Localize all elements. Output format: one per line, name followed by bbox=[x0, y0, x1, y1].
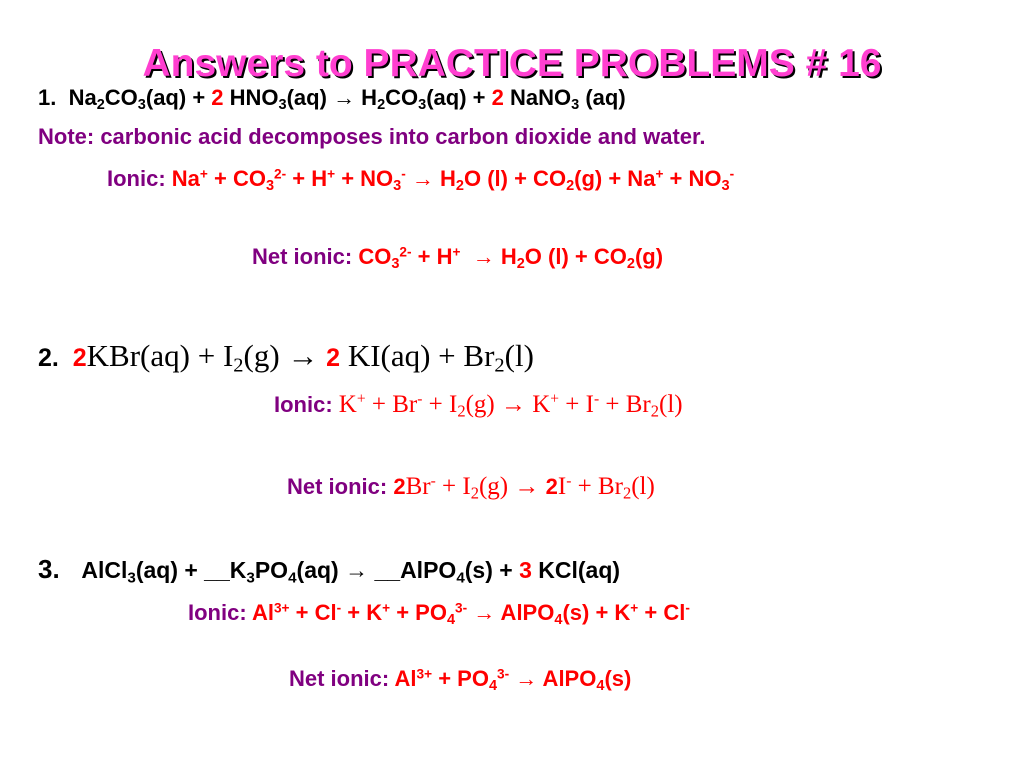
eq-text: O (l) + CO bbox=[524, 244, 627, 269]
eq-text: (aq) + bbox=[426, 85, 492, 110]
superscript: 2- bbox=[399, 244, 412, 260]
eq-text: (g) bbox=[634, 244, 664, 269]
superscript: + bbox=[452, 244, 461, 260]
eq-text: (g) bbox=[465, 391, 501, 418]
subscript: 4 bbox=[596, 678, 605, 695]
eq-text: + Br bbox=[571, 473, 623, 500]
eq-text: PO bbox=[254, 557, 289, 583]
subscript: 2 bbox=[470, 483, 479, 503]
eq-text: (l) bbox=[631, 473, 655, 500]
subscript: 2 bbox=[622, 483, 632, 503]
subscript: 3 bbox=[393, 178, 402, 195]
superscript: - bbox=[336, 600, 342, 616]
superscript: + bbox=[630, 600, 639, 616]
subscript: 2 bbox=[650, 401, 659, 421]
coefficient: 2 bbox=[545, 474, 558, 499]
eq-text: (s) bbox=[604, 666, 632, 691]
net-ionic-equation bbox=[358, 244, 664, 273]
superscript: - bbox=[593, 390, 600, 408]
problem-3-number: 3. bbox=[38, 554, 60, 584]
eq-text: K bbox=[525, 391, 551, 418]
subscript: 4 bbox=[456, 569, 465, 587]
eq-text: + NO bbox=[663, 166, 722, 191]
ionic-equation bbox=[171, 166, 735, 195]
reaction-arrow-icon: → bbox=[472, 244, 495, 269]
subscript: 4 bbox=[446, 612, 456, 629]
eq-text: CO bbox=[104, 85, 138, 110]
subscript: 2 bbox=[377, 97, 386, 114]
subscript: 4 bbox=[288, 569, 297, 587]
subscript: 3 bbox=[246, 569, 255, 587]
reaction-arrow-icon: → bbox=[333, 85, 356, 110]
subscript: 3 bbox=[127, 569, 136, 587]
eq-text: Br bbox=[405, 473, 431, 500]
problem-2-equation bbox=[38, 338, 534, 377]
eq-text: (g) + Na bbox=[574, 166, 656, 191]
subscript: 2 bbox=[96, 97, 105, 114]
eq-text: + CO bbox=[207, 166, 266, 191]
eq-text: AlPO bbox=[537, 666, 597, 691]
problem-3-ionic bbox=[188, 600, 690, 629]
reaction-arrow-icon: → bbox=[514, 473, 540, 500]
eq-text: H bbox=[355, 85, 378, 110]
problem-1-note: Note: carbonic acid decomposes into carbon dioxide and water. bbox=[38, 124, 706, 149]
eq-text: + Br bbox=[365, 391, 418, 418]
eq-text: K bbox=[338, 391, 357, 418]
problem-1-net-ionic bbox=[252, 244, 664, 273]
subscript: 2 bbox=[457, 401, 466, 421]
eq-text: + Br bbox=[599, 391, 651, 418]
reaction-arrow-icon: → bbox=[473, 600, 496, 625]
subscript: 2 bbox=[233, 354, 244, 377]
problem-2-net-ionic bbox=[287, 472, 655, 503]
subscript: 3 bbox=[278, 97, 287, 114]
eq-text: (aq) + __K bbox=[135, 557, 247, 583]
eq-text: Al bbox=[394, 666, 417, 691]
eq-text: (s) + bbox=[464, 557, 520, 583]
eq-text: (aq) bbox=[579, 85, 626, 110]
eq-text: KI(aq) + Br bbox=[340, 338, 495, 373]
subscript: 3 bbox=[391, 256, 400, 273]
eq-body bbox=[72, 338, 534, 377]
eq-text: KCl(aq) bbox=[531, 557, 621, 583]
ionic-equation bbox=[338, 390, 683, 421]
subscript: 3 bbox=[137, 97, 146, 114]
eq-text: AlCl bbox=[81, 557, 128, 583]
reaction-arrow-icon: → bbox=[345, 557, 369, 583]
superscript: 3+ bbox=[416, 666, 433, 682]
subscript: 3 bbox=[571, 97, 580, 114]
eq-text: (g) bbox=[243, 338, 288, 373]
problem-3-net-ionic bbox=[289, 666, 632, 695]
superscript: - bbox=[566, 472, 572, 490]
net-ionic-label: Net ionic: bbox=[287, 474, 394, 499]
eq-text: O (l) + CO bbox=[464, 166, 567, 191]
problem-2-number: 2. bbox=[38, 344, 59, 372]
coefficient: 2 bbox=[211, 85, 224, 110]
eq-text: HNO bbox=[223, 85, 279, 110]
subscript: 2 bbox=[494, 354, 505, 377]
superscript: + bbox=[199, 166, 208, 182]
superscript: + bbox=[327, 166, 336, 182]
net-ionic-equation-rest bbox=[557, 472, 655, 503]
net-ionic-label: Net ionic: bbox=[252, 244, 359, 269]
superscript: + bbox=[550, 390, 560, 408]
eq-text: CO bbox=[358, 244, 392, 269]
subscript: 4 bbox=[488, 678, 498, 695]
eq-text: + PO bbox=[390, 600, 447, 625]
slide-title: Answers to PRACTICE PROBLEMS # 16 bbox=[142, 42, 882, 85]
coefficient: 2 bbox=[326, 344, 341, 372]
eq-text: (aq) bbox=[296, 557, 346, 583]
subscript: 3 bbox=[721, 178, 730, 195]
eq-text: H bbox=[433, 166, 456, 191]
reaction-arrow-icon: → bbox=[411, 166, 434, 191]
coefficient: 2 bbox=[491, 85, 504, 110]
eq-text: + H bbox=[286, 166, 328, 191]
eq-text: Na bbox=[171, 166, 200, 191]
ionic-label: Ionic: bbox=[107, 166, 172, 191]
subscript: 2 bbox=[566, 178, 575, 195]
eq-text: (s) + K bbox=[562, 600, 631, 625]
superscript: - bbox=[401, 166, 406, 182]
coefficient: 2 bbox=[393, 474, 406, 499]
eq-text: + PO bbox=[432, 666, 489, 691]
subscript: 2 bbox=[626, 256, 635, 273]
eq-body bbox=[81, 557, 621, 587]
eq-text: AlPO bbox=[495, 600, 555, 625]
problem-3-equation bbox=[38, 554, 621, 587]
eq-text: KBr(aq) + I bbox=[86, 338, 234, 373]
ionic-equation bbox=[251, 600, 690, 629]
superscript: - bbox=[417, 390, 423, 408]
superscript: 3- bbox=[497, 666, 510, 682]
problem-1-equation bbox=[38, 85, 626, 114]
subscript: 2 bbox=[455, 178, 464, 195]
subscript: 4 bbox=[554, 612, 563, 629]
eq-text: (aq) + bbox=[145, 85, 212, 110]
problem-2-ionic bbox=[274, 390, 683, 421]
superscript: - bbox=[729, 166, 735, 182]
problem-1-ionic bbox=[107, 166, 735, 195]
eq-text: Al bbox=[251, 600, 274, 625]
net-ionic-equation bbox=[394, 666, 632, 695]
ionic-label: Ionic: bbox=[188, 600, 252, 625]
eq-text: I bbox=[557, 473, 567, 500]
problem-1-number: 1. bbox=[38, 85, 57, 110]
eq-text: (g) bbox=[478, 473, 515, 500]
eq-text: + I bbox=[435, 473, 471, 500]
net-ionic-label: Net ionic: bbox=[289, 666, 395, 691]
subscript: 3 bbox=[418, 97, 427, 114]
superscript: - bbox=[685, 600, 690, 616]
subscript: 2 bbox=[516, 256, 525, 273]
eq-text: NaNO bbox=[503, 85, 572, 110]
superscript: 2- bbox=[274, 166, 287, 182]
ionic-label: Ionic: bbox=[274, 392, 339, 417]
eq-text: (l) bbox=[504, 338, 534, 373]
eq-text: + I bbox=[422, 391, 458, 418]
eq-text: + Cl bbox=[638, 600, 686, 625]
superscript: + bbox=[655, 166, 664, 182]
reaction-arrow-icon: → bbox=[287, 338, 319, 373]
superscript: + bbox=[356, 390, 366, 408]
eq-text: H bbox=[494, 244, 517, 269]
eq-text: + H bbox=[411, 244, 453, 269]
eq-text: + K bbox=[341, 600, 383, 625]
superscript: + bbox=[382, 600, 391, 616]
coefficient: 3 bbox=[519, 557, 532, 583]
coefficient: 2 bbox=[72, 344, 87, 372]
net-ionic-equation bbox=[405, 472, 546, 503]
subscript: 3 bbox=[265, 178, 275, 195]
eq-text: __AlPO bbox=[368, 557, 457, 583]
superscript: 3- bbox=[455, 600, 468, 616]
eq-text: + NO bbox=[335, 166, 394, 191]
eq-text: + I bbox=[559, 391, 594, 418]
superscript: - bbox=[430, 472, 436, 490]
superscript: 3+ bbox=[273, 600, 290, 616]
eq-text: CO bbox=[385, 85, 419, 110]
eq-text: + Cl bbox=[289, 600, 337, 625]
eq-text: (l) bbox=[659, 391, 683, 418]
reaction-arrow-icon: → bbox=[500, 391, 526, 418]
reaction-arrow-icon: → bbox=[515, 666, 538, 691]
eq-text: (aq) bbox=[286, 85, 334, 110]
eq-text: Na bbox=[68, 85, 97, 110]
